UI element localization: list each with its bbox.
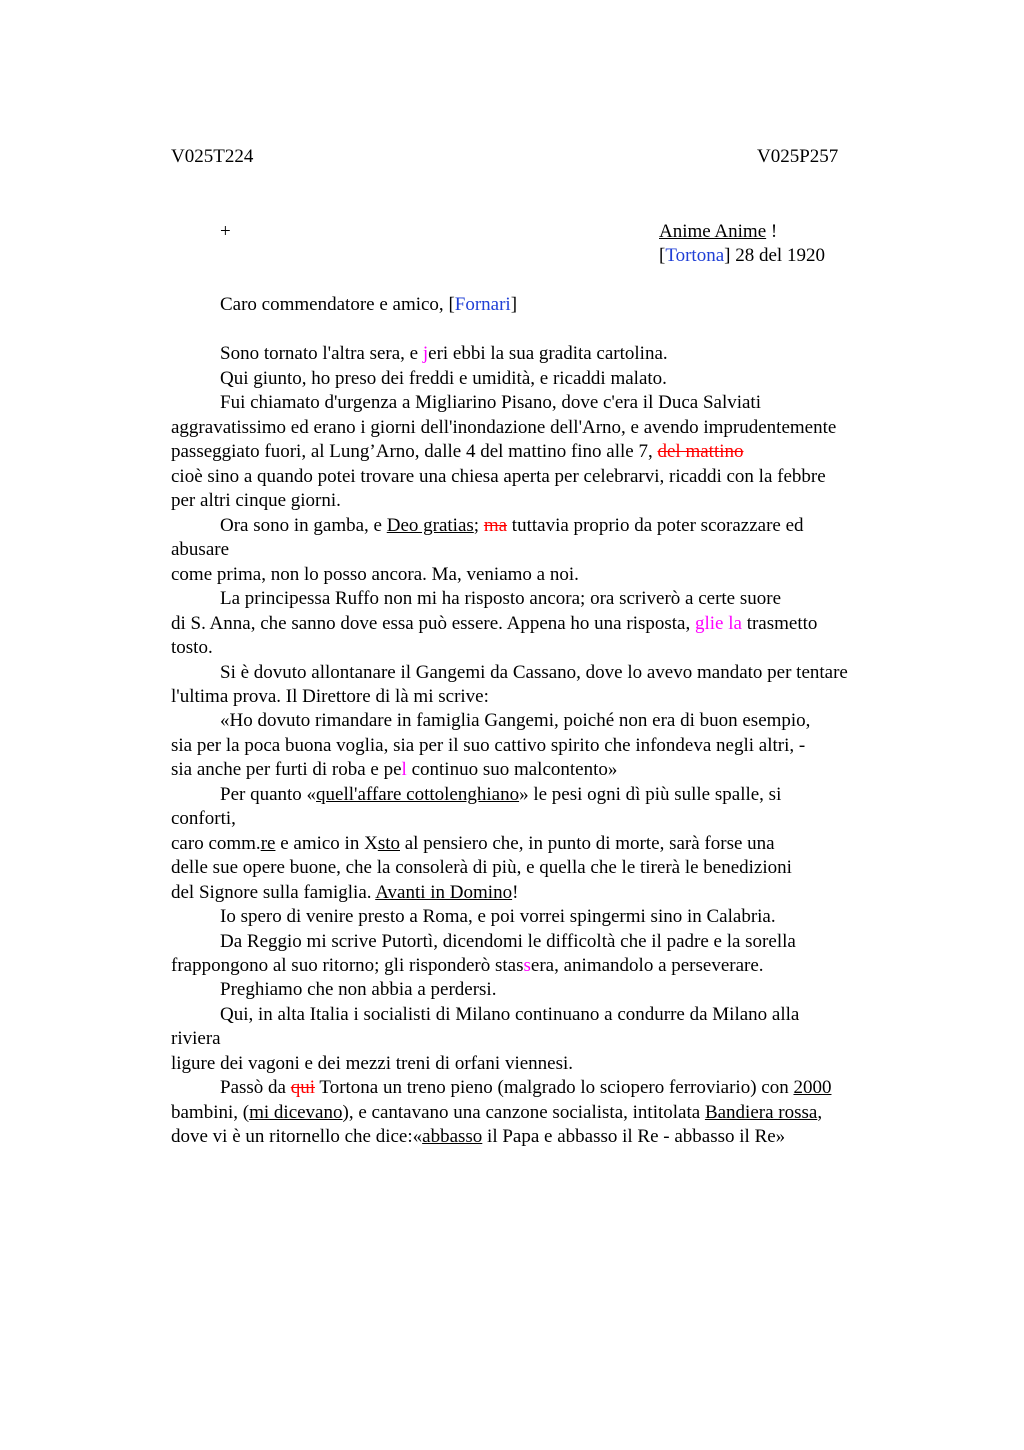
- body-line: del Signore sulla famiglia. Avanti in Domino!: [171, 882, 519, 903]
- body-line: La principessa Ruffo non mi ha risposto ancora; ora scriverò a certe suore: [220, 588, 782, 609]
- body-line: ligure dei vagoni e dei mezzi treni di orfani viennesi.: [171, 1053, 574, 1074]
- deleted-text: ma: [483, 515, 508, 536]
- motto-text: Anime Anime: [659, 221, 767, 242]
- body-line: Passò da qui Tortona un treno pieno (malgrado lo sciopero ferroviario) con 2000: [220, 1077, 832, 1098]
- salutation: [220, 294, 517, 316]
- body-line: Si è dovuto allontanare il Gangemi da Cassano, dove lo avevo mandato per tentare: [220, 662, 848, 683]
- body-line: Ora sono in gamba, e Deo gratias; ma tuttavia proprio da poter scorazzare ed: [220, 515, 804, 536]
- body-line: frappongono al suo ritorno; gli risponderò stassera, animandolo a perseverare.: [171, 955, 764, 976]
- underlined-text: mi dicevano: [249, 1102, 343, 1123]
- insertion-mark: glie la: [694, 613, 742, 634]
- body-line: Preghiamo che non abbia a perdersi.: [220, 979, 497, 1000]
- body-line: Qui, in alta Italia i socialisti di Milano continuano a condurre da Milano alla: [220, 1004, 800, 1025]
- body-line: Io spero di venire presto a Roma, e poi vorrei spingermi sino in Calabria.: [220, 906, 776, 927]
- underlined-text: Bandiera rossa: [704, 1102, 818, 1123]
- body-line: conforti,: [171, 808, 236, 829]
- date-place: Tortona: [665, 245, 725, 266]
- body-line: Da Reggio mi scrive Putortì, dicendomi le difficoltà che il padre e la sorella: [220, 931, 796, 952]
- header-left-code: V025T224: [171, 146, 254, 167]
- body-line: l'ultima prova. Il Direttore di là mi scrive:: [171, 686, 489, 707]
- deleted-text: qui: [290, 1077, 316, 1098]
- body-line: caro comm.re e amico in Xsto al pensiero che, in punto di morte, sarà forse una: [171, 833, 775, 854]
- body-line: cioè sino a quando potei trovare una chiesa aperta per celebrarvi, ricaddi con la febbre: [171, 466, 826, 487]
- underlined-text: Deo gratias: [386, 515, 474, 536]
- underlined-text: 2000: [793, 1077, 832, 1098]
- salutation-bracket-close: ]: [510, 294, 518, 315]
- underlined-text: Avanti in Domino: [375, 882, 513, 903]
- underlined-text: abbasso: [422, 1126, 483, 1147]
- body-line: Per quanto «quell'affare cottolenghiano» le pesi ogni dì più sulle spalle, si: [220, 784, 782, 805]
- underlined-text: re: [260, 833, 276, 854]
- body-line: per altri cinque giorni.: [171, 490, 341, 511]
- underlined-text: quell'affare cottolenghiano: [316, 784, 520, 805]
- date-rest: ] 28 del 1920: [724, 245, 825, 266]
- body-line: Sono tornato l'altra sera, e jeri ebbi la sua gradita cartolina.: [220, 343, 668, 364]
- date-bracket-open: [: [659, 245, 666, 266]
- body-line: abusare: [171, 539, 230, 560]
- salutation-text: Caro commendatore e amico,: [220, 294, 449, 315]
- insertion-mark: j: [422, 343, 429, 364]
- body-line: delle sue opere buone, che la consolerà di più, e quella che le tirerà le benedizioni: [171, 857, 792, 878]
- motto-end: !: [766, 221, 778, 242]
- body-line: aggravatissimo ed erano i giorni dell'inondazione dell'Arno, e avendo imprudentemente: [171, 417, 837, 438]
- salutation-bracket-open: [: [448, 294, 455, 315]
- motto: [659, 221, 777, 243]
- body-line: sia per la poca buona voglia, sia per il suo cattivo spirito che infondeva negli altri, -: [171, 735, 806, 756]
- date-line: [659, 245, 825, 267]
- body-line: Qui giunto, ho preso dei freddi e umidità, e ricaddi malato.: [220, 368, 667, 389]
- body-line: Fui chiamato d'urgenza a Migliarino Pisano, dove c'era il Duca Salviati: [220, 392, 761, 413]
- body-line: passeggiato fuori, al Lung’Arno, dalle 4 del mattino fino alle 7, del mattino: [171, 441, 744, 462]
- cross-mark: +: [220, 221, 231, 242]
- header-right-code: V025P257: [757, 146, 839, 167]
- insertion-mark: s: [523, 955, 531, 976]
- body-line: «Ho dovuto rimandare in famiglia Gangemi, poiché non era di buon esempio,: [220, 710, 811, 731]
- body-line: di S. Anna, che sanno dove essa può essere. Appena ho una risposta, glie la trasmetto: [171, 613, 818, 634]
- body-line: riviera: [171, 1028, 221, 1049]
- underlined-text: sto: [377, 833, 400, 854]
- deleted-text: del mattino: [657, 441, 744, 462]
- body-line: come prima, non lo posso ancora. Ma, veniamo a noi.: [171, 564, 579, 585]
- salutation-name: Fornari: [454, 294, 511, 315]
- body-line: tosto.: [171, 637, 213, 658]
- body-line: dove vi è un ritornello che dice:«abbasso il Papa e abbasso il Re - abbasso il Re»: [171, 1126, 786, 1147]
- insertion-mark: l: [401, 759, 407, 780]
- body-line: sia anche per furti di roba e pel continuo suo malcontento»: [171, 759, 618, 780]
- body-line: bambini, (mi dicevano), e cantavano una canzone socialista, intitolata Bandiera rossa,: [171, 1102, 823, 1123]
